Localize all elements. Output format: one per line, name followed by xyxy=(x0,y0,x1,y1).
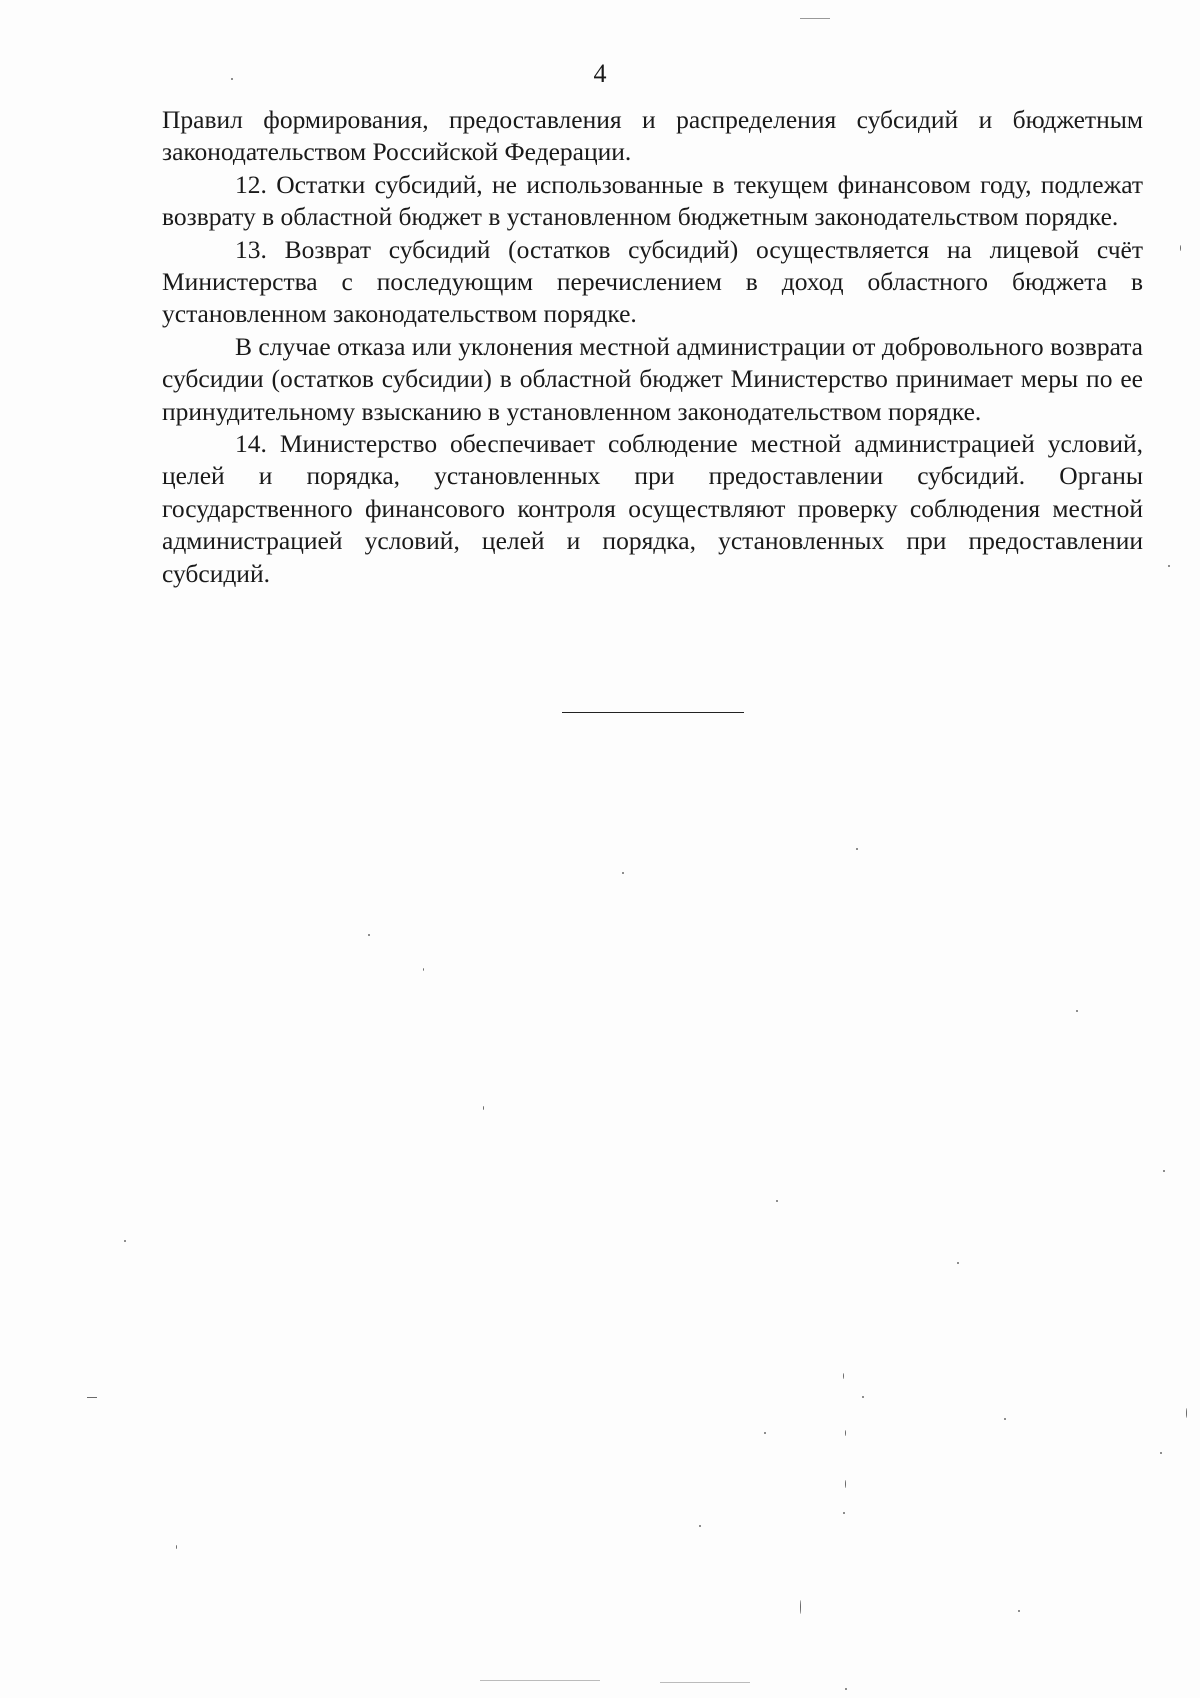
scan-speck xyxy=(1180,245,1181,251)
scan-speck xyxy=(1076,1010,1078,1012)
scan-speck xyxy=(845,1430,846,1436)
scan-speck xyxy=(124,1240,126,1242)
scan-speck xyxy=(368,934,370,936)
scan-speck xyxy=(622,872,624,874)
scan-speck xyxy=(699,1525,701,1527)
page-number: 4 xyxy=(593,59,607,88)
scan-speck xyxy=(776,1200,778,1202)
scan-speck xyxy=(1168,565,1170,567)
scan-speck xyxy=(845,1480,846,1488)
scan-speck xyxy=(483,1106,484,1110)
scan-speck xyxy=(856,848,858,850)
scan-speck xyxy=(87,1397,97,1398)
paragraph-continuation: Правил формирования, предоставления и распределения субсидий и бюджетным законодательством Российской Федерации. xyxy=(162,105,1143,167)
scan-speck xyxy=(862,1396,864,1398)
scan-speck xyxy=(843,1373,844,1379)
scan-speck xyxy=(1160,1452,1162,1454)
scan-speck xyxy=(1018,1610,1020,1612)
scan-speck xyxy=(480,1680,600,1681)
scan-speck xyxy=(423,968,424,971)
scan-speck xyxy=(843,1512,845,1514)
paragraph-refusal: В случае отказа или уклонения местной администрации от добровольного возврата субсидии (остатков субсидии) в областной бюджет Министерство принимает меры по ее принудительному взысканию в установленном законодательством порядке. xyxy=(162,331,1143,426)
paragraph-item-12: 12. Остатки субсидий, не использованные в текущем финансовом году, подлежат возврату в областной бюджет в установленном бюджетным законодательством порядке. xyxy=(162,169,1143,232)
scan-speck xyxy=(800,18,830,19)
end-of-document-rule xyxy=(562,712,744,713)
scan-speck xyxy=(1186,1408,1187,1418)
scan-speck xyxy=(764,1432,766,1434)
paragraph-item-13: 13. Возврат субсидий (остатков субсидий) осуществляется на лицевой счёт Министерства с последующим перечислением в доход областного бюджета в установленном законодательством порядке. xyxy=(162,234,1143,329)
scan-speck xyxy=(660,1682,750,1683)
scan-speck xyxy=(845,1688,847,1690)
document-body xyxy=(162,104,1143,590)
scan-speck xyxy=(800,1600,801,1614)
scan-speck xyxy=(1004,1418,1006,1420)
scan-speck xyxy=(176,1545,177,1549)
scan-speck xyxy=(1163,1170,1165,1172)
scan-speck xyxy=(231,78,233,80)
paragraph-item-14: 14. Министерство обеспечивает соблюдение местной администрацией условий, целей и порядка, установленных при предоставлении субсидий. Органы государственного финансового контроля осуществляют проверку соблюдения местной администрацией условий, целей и порядка, установленных при предоставлении субсидий. xyxy=(162,429,1143,588)
scan-speck xyxy=(957,1262,959,1264)
